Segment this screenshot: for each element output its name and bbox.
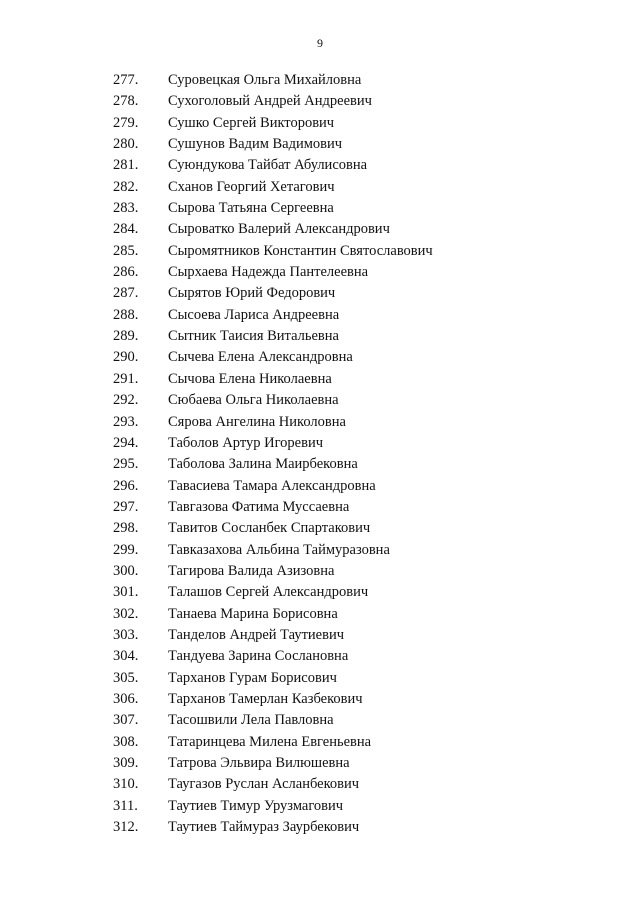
- name-list: [0, 70, 640, 838]
- entry-name: Тарханов Тамерлан Казбекович: [168, 690, 363, 707]
- entry-number: 311.: [113, 797, 138, 814]
- list-item: [0, 454, 640, 475]
- entry-number: 294.: [113, 434, 139, 451]
- entry-name: Талашов Сергей Александрович: [168, 584, 369, 601]
- entry-name: Танаева Марина Борисовна: [168, 605, 338, 622]
- list-item: [0, 796, 640, 817]
- list-item: [0, 433, 640, 454]
- list-item: [0, 561, 640, 582]
- entry-number: 301.: [113, 584, 139, 601]
- list-item: [0, 540, 640, 561]
- entry-name: Суровецкая Ольга Михайловна: [168, 72, 362, 88]
- entry-number: 282.: [113, 178, 139, 195]
- list-item: [0, 134, 640, 155]
- entry-number: 312.: [113, 819, 139, 836]
- entry-name: Татаринцева Милена Евгеньевна: [168, 733, 372, 750]
- list-item: [0, 177, 640, 198]
- entry-number: 278.: [113, 93, 139, 110]
- list-item: [0, 326, 640, 347]
- entry-name: Сярова Ангелина Николовна: [168, 413, 346, 430]
- entry-number: 288.: [113, 306, 139, 323]
- list-item: [0, 518, 640, 539]
- entry-name: Сырова Татьяна Сергеевна: [168, 200, 334, 217]
- entry-number: 297.: [113, 498, 139, 515]
- entry-name: Сыромятников Константин Святославович: [168, 242, 433, 259]
- entry-name: Таболова Залина Маирбековна: [168, 456, 358, 473]
- list-item: [0, 412, 640, 433]
- entry-name: Тавгазова Фатима Муссаевна: [168, 498, 350, 515]
- entry-number: 290.: [113, 349, 139, 366]
- entry-number: 296.: [113, 477, 139, 494]
- entry-number: 306.: [113, 690, 139, 707]
- entry-name: Тавказахова Альбина Таймуразовна: [168, 541, 390, 558]
- entry-number: 310.: [113, 776, 139, 793]
- entry-name: Тавасиева Тамара Александровна: [168, 477, 376, 494]
- entry-number: 309.: [113, 755, 139, 771]
- entry-number: 286.: [113, 264, 139, 281]
- page-number: 9: [317, 36, 323, 50]
- entry-number: 300.: [113, 562, 139, 579]
- entry-number: 305.: [113, 669, 139, 686]
- entry-name: Тагирова Валида Азизовна: [168, 562, 335, 579]
- list-item: [0, 390, 640, 411]
- list-item: [0, 347, 640, 368]
- entry-number: 284.: [113, 221, 139, 238]
- entry-number: 277.: [113, 72, 139, 88]
- list-item: [0, 817, 640, 838]
- entry-name: Сыроватко Валерий Александрович: [168, 221, 390, 238]
- list-item: [0, 753, 640, 774]
- entry-number: 308.: [113, 733, 139, 750]
- entry-number: 299.: [113, 541, 139, 558]
- list-item: [0, 476, 640, 497]
- list-item: [0, 198, 640, 219]
- entry-name: Тандуева Зарина Сослановна: [168, 648, 349, 665]
- entry-number: 283.: [113, 200, 139, 217]
- entry-name: Сухоголовый Андрей Андреевич: [168, 93, 372, 110]
- entry-name: Таутиев Тимур Урузмагович: [168, 797, 344, 814]
- list-item: [0, 70, 640, 91]
- entry-number: 303.: [113, 626, 139, 643]
- entry-number: 279.: [113, 114, 139, 131]
- entry-name: Татрова Эльвира Вилюшевна: [168, 755, 350, 771]
- entry-number: 304.: [113, 648, 139, 665]
- entry-name: Таболов Артур Игоревич: [168, 434, 324, 451]
- list-item: [0, 668, 640, 689]
- entry-name: Сычева Елена Александровна: [168, 349, 353, 366]
- list-item: [0, 155, 640, 176]
- list-item: [0, 625, 640, 646]
- list-item: [0, 732, 640, 753]
- entry-name: Тавитов Сосланбек Спартакович: [168, 520, 371, 537]
- entry-name: Тарханов Гурам Борисович: [168, 669, 337, 686]
- list-item: [0, 582, 640, 603]
- entry-number: 287.: [113, 285, 139, 302]
- entry-number: 298.: [113, 520, 139, 537]
- entry-name: Таутиев Таймураз Заурбекович: [168, 819, 360, 836]
- entry-name: Таугазов Руслан Асланбекович: [168, 776, 360, 793]
- entry-name: Сытник Таисия Витальевна: [168, 328, 339, 345]
- list-item: [0, 283, 640, 304]
- list-item: [0, 604, 640, 625]
- list-item: [0, 91, 640, 112]
- list-item: [0, 241, 640, 262]
- entry-name: Сюбаева Ольга Николаевна: [168, 392, 339, 409]
- list-item: [0, 646, 640, 667]
- entry-number: 295.: [113, 456, 139, 473]
- list-item: [0, 262, 640, 283]
- entry-name: Сханов Георгий Хетагович: [168, 178, 335, 195]
- list-item: [0, 113, 640, 134]
- entry-number: 291.: [113, 370, 139, 387]
- entry-name: Суюндукова Тайбат Абулисовна: [168, 157, 368, 174]
- list-item: [0, 689, 640, 710]
- entry-name: Тасошвили Лела Павловна: [168, 712, 334, 729]
- list-item: [0, 774, 640, 795]
- entry-number: 302.: [113, 605, 139, 622]
- entry-name: Сычова Елена Николаевна: [168, 370, 332, 387]
- entry-name: Танделов Андрей Таутиевич: [168, 626, 345, 643]
- list-item: [0, 219, 640, 240]
- entry-name: Сырхаева Надежда Пантелеевна: [168, 264, 369, 281]
- entry-name: Сысоева Лариса Андреевна: [168, 306, 340, 323]
- entry-name: Сырятов Юрий Федорович: [168, 285, 336, 302]
- entry-name: Сушко Сергей Викторович: [168, 114, 335, 131]
- entry-number: 289.: [113, 328, 139, 345]
- entry-number: 292.: [113, 392, 139, 409]
- entry-number: 280.: [113, 136, 139, 153]
- entry-number: 307.: [113, 712, 139, 729]
- list-item: [0, 369, 640, 390]
- list-item: [0, 497, 640, 518]
- list-item: [0, 305, 640, 326]
- entry-number: 285.: [113, 242, 139, 259]
- entry-number: 293.: [113, 413, 139, 430]
- entry-name: Сушунов Вадим Вадимович: [168, 136, 343, 153]
- list-item: [0, 710, 640, 731]
- entry-number: 281.: [113, 157, 139, 174]
